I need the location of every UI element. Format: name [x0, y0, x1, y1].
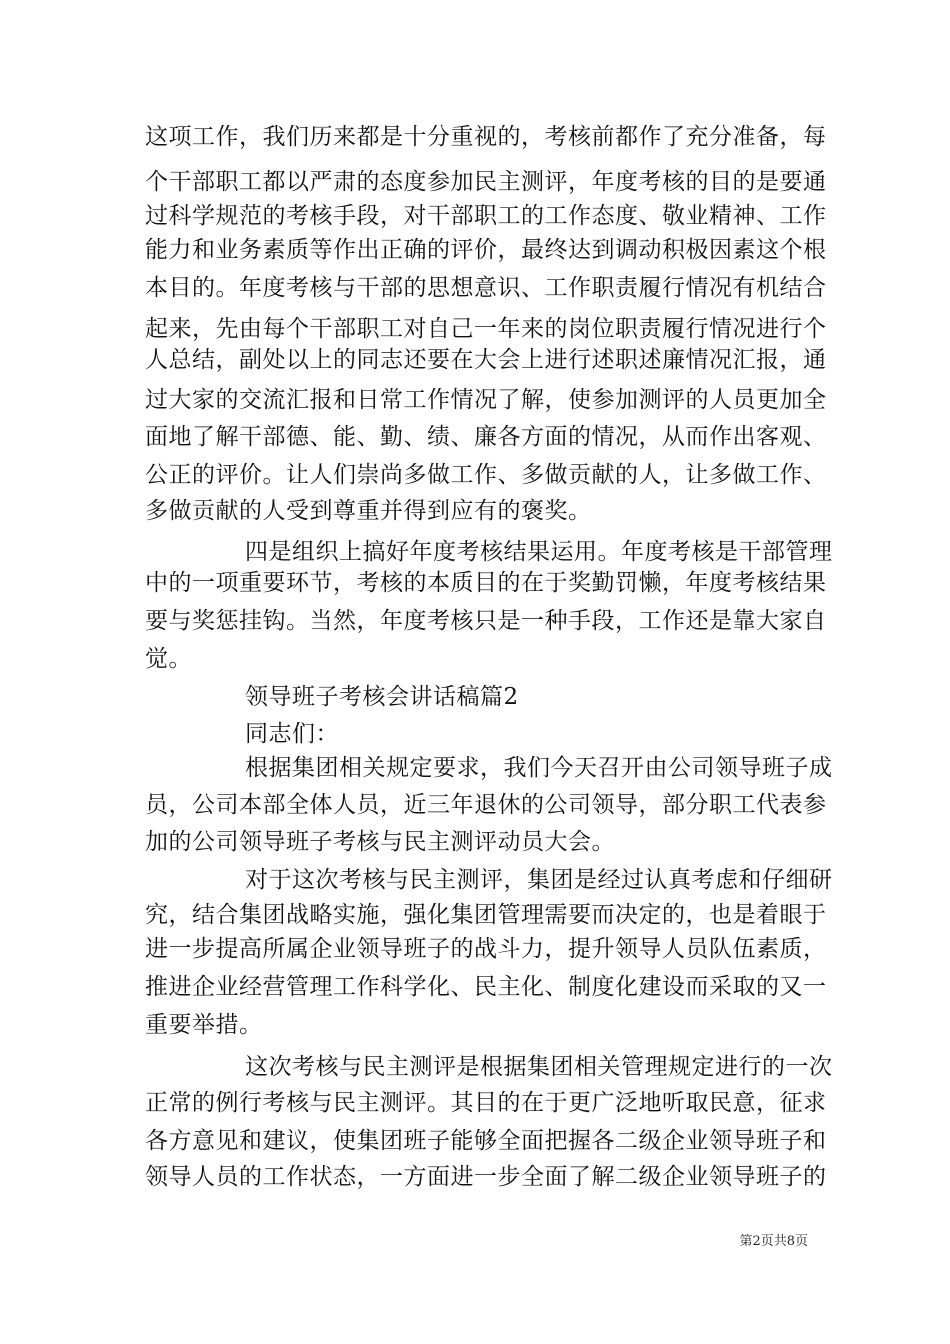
text-line: 个干部职工都以严肃的态度参加民主测评，年度考核的目的是要通 [145, 169, 827, 195]
text-line: 人总结，副处以上的同志还要在大会上进行述职述廉情况汇报，通 [145, 347, 827, 373]
text-line: 重要举措。 [145, 1012, 263, 1038]
text-line: 正常的例行考核与民主测评。其目的在于更广泛地听取民意，征求 [145, 1090, 827, 1116]
text-line: 根据集团相关规定要求，我们今天召开由公司领导班子成 [245, 755, 833, 781]
text-line: 过大家的交流汇报和日常工作情况了解，使参加测评的人员更加全 [145, 387, 827, 413]
section-heading: 领导班子考核会讲话稿篇2 [245, 684, 519, 710]
text-line: 各方意见和建议，使集团班子能够全面把握各二级企业领导班子和 [145, 1128, 827, 1154]
text-line: 进一步提高所属企业领导班子的战斗力，提升领导人员队伍素质， [145, 936, 827, 962]
text-line: 对于这次考核与民主测评，集团是经过认真考虑和仔细研 [245, 867, 833, 893]
text-line: 多做贡献的人受到尊重并得到应有的褒奖。 [145, 498, 592, 524]
text-line: 要与奖惩挂钩。当然，年度考核只是一种手段，工作还是靠大家自 [145, 608, 827, 634]
text-line: 能力和业务素质等作出正确的评价，最终达到调动积极因素这个根 [145, 237, 827, 263]
text-line: 究，结合集团战略实施，强化集团管理需要而决定的，也是着眼于 [145, 902, 827, 928]
text-line: 加的公司领导班子考核与民主测评动员大会。 [145, 829, 615, 855]
text-line: 中的一项重要环节，考核的本质目的在于奖勤罚懒，年度考核结果 [145, 570, 827, 596]
text-line: 这次考核与民主测评是根据集团相关管理规定进行的一次 [245, 1054, 833, 1080]
text-line: 员，公司本部全体人员，近三年退休的公司领导，部分职工代表参 [145, 792, 827, 818]
text-line: 这项工作，我们历来都是十分重视的，考核前都作了充分准备，每 [145, 124, 827, 150]
text-line: 推进企业经营管理工作科学化、民主化、制度化建设而采取的又一 [145, 974, 827, 1000]
text-line: 面地了解干部德、能、勤、绩、廉各方面的情况，从而作出客观、 [145, 424, 827, 450]
page-number: 第2页共8页 [739, 1234, 808, 1249]
text-line: 起来，先由每个干部职工对自己一年来的岗位职责履行情况进行个 [145, 316, 827, 342]
text-line: 本目的。年度考核与干部的思想意识、工作职责履行情况有机结合 [145, 275, 827, 301]
text-line: 过科学规范的考核手段，对干部职工的工作态度、敬业精神、工作 [145, 203, 827, 229]
salutation: 同志们： [245, 721, 339, 747]
text-line: 领导人员的工作状态，一方面进一步全面了解二级企业领导班子的 [145, 1164, 827, 1190]
text-line: 四是组织上搞好年度考核结果运用。年度考核是干部管理 [245, 539, 833, 565]
text-line: 公正的评价。让人们崇尚多做工作、多做贡献的人，让多做工作、 [145, 462, 827, 488]
text-line: 觉。 [145, 646, 192, 672]
